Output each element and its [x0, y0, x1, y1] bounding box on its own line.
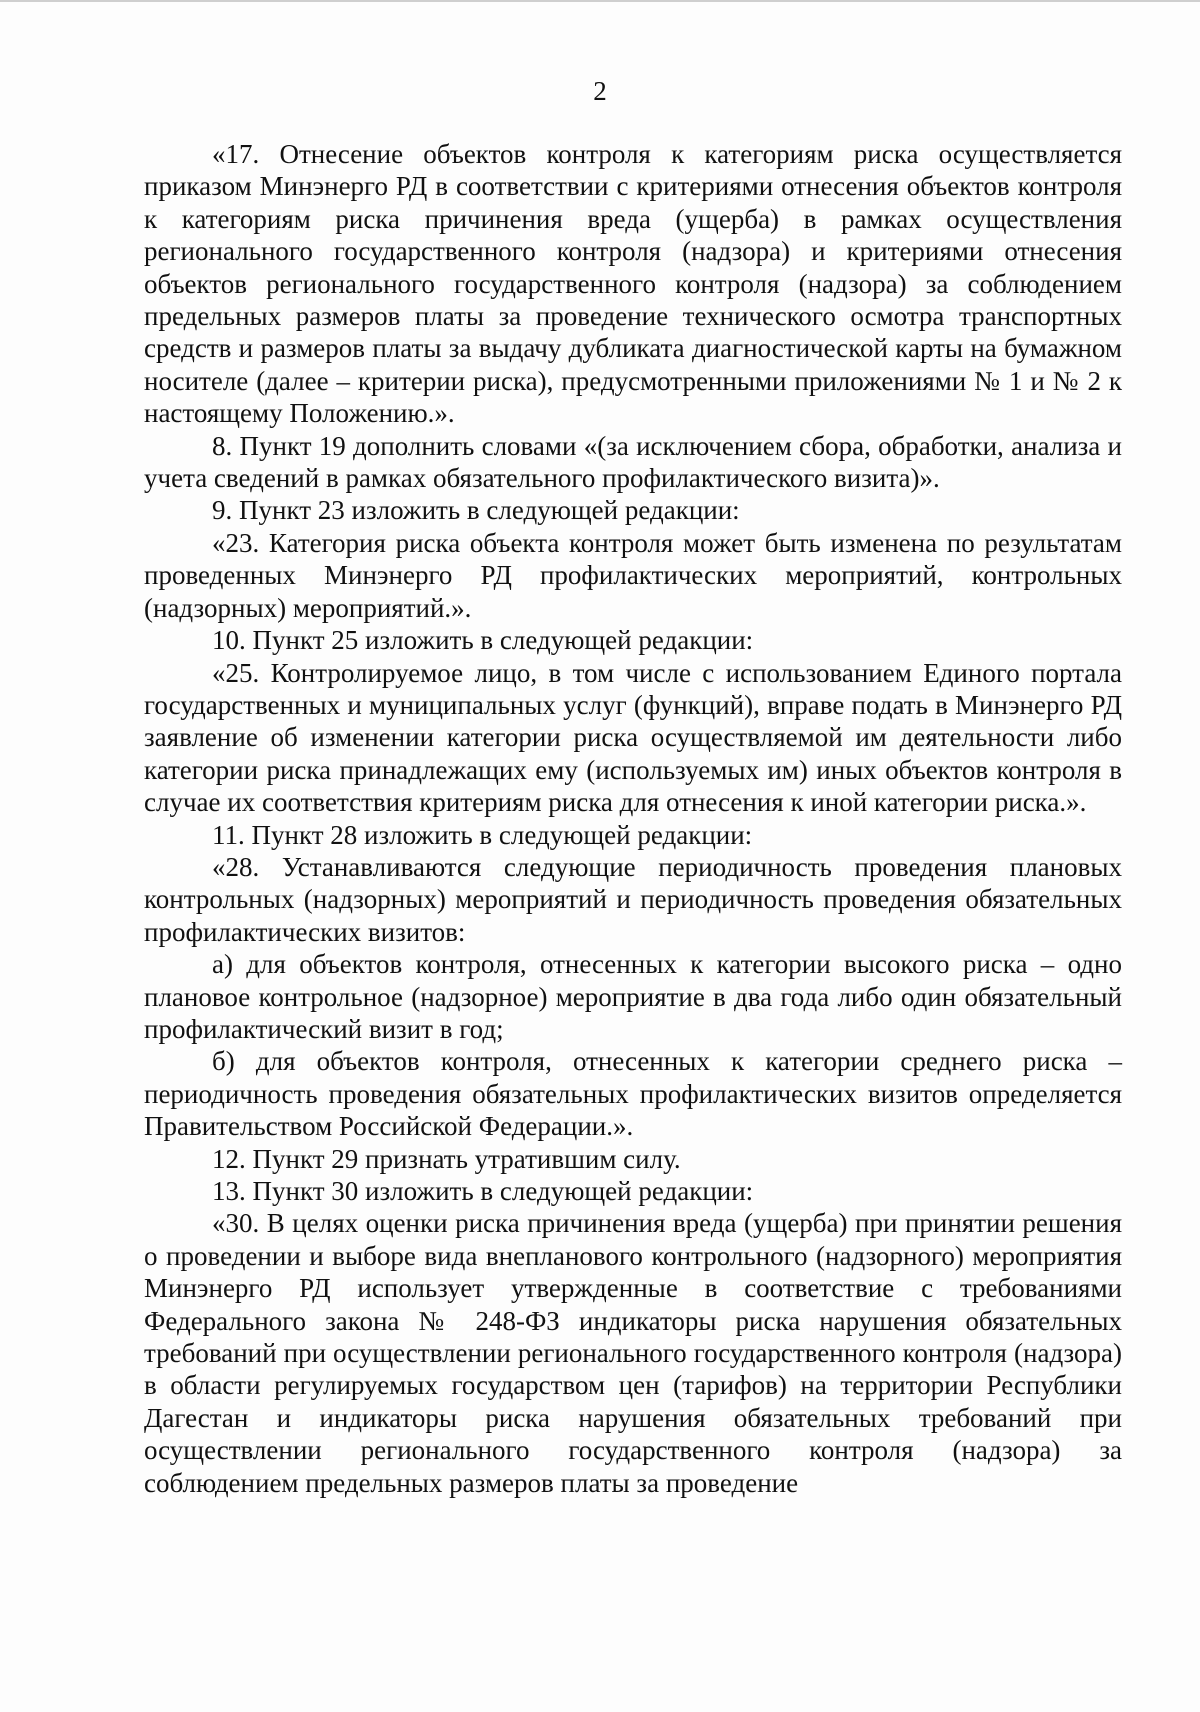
paragraph-item-8: 8. Пункт 19 дополнить словами «(за исключением сбора, обработки, анализа и учета сведений в рамках обязательного профилактического визита)». [144, 430, 1122, 494]
paragraph-item-13: 13. Пункт 30 изложить в следующей редакции: [212, 1176, 754, 1206]
paragraph-item-11: 11. Пункт 28 изложить в следующей редакции: [212, 819, 753, 850]
paragraph-30: «30. В целях оценки риска причинения вреда (ущерба) при принятии решения о проведении и выборе вида внепланового контрольного (надзорного) мероприятия Минэнерго РД использует утвержденные в соответствие с требованиями Федерального закона № 248-ФЗ индикаторы риска нарушения обязательных требований при осуществлении регионального государственного контроля (надзора) в области регулируемых государством цен (тарифов) на территории Республики Дагестан и индикаторы риска нарушения обязательных требований при осуществлении регионального государственного контроля (надзора) за соблюдением предельных размеров платы за проведение [144, 1208, 1122, 1498]
paragraph-28: «28. Устанавливаются следующие периодичность проведения плановых контрольных (надзорных) мероприятий и периодичность проведения обязательных профилактических визитов: [144, 851, 1122, 947]
paragraph-28-a: а) для объектов контроля, отнесенных к категории высокого риска – одно плановое контрольное (надзорное) мероприятие в два года либо один обязательный профилактический визит в год; [144, 949, 1122, 1044]
scan-edge [0, 0, 1200, 2]
page-number: 2 [593, 76, 607, 106]
paragraph-25: «25. Контролируемое лицо, в том числе с использованием Единого портала государственных и муниципальных услуг (функций), вправе подать в Минэнерго РД заявление об изменении категории риска осуществляемой им деятельности либо категории риска принадлежащих ему (используемых им) иных объектов контроля в случае их соответствия критериям риска для отнесения к иной категории риска.». [144, 657, 1122, 818]
paragraph-item-10: 10. Пункт 25 изложить в следующей редакции: [212, 625, 754, 656]
paragraph-item-12: 12. Пункт 29 признать утратившим силу. [212, 1143, 681, 1174]
paragraph-28-b: б) для объектов контроля, отнесенных к категории среднего риска – периодичность проведения обязательных профилактических визитов определяется Правительством Российской Федерации.». [144, 1046, 1122, 1142]
paragraph-23: «23. Категория риска объекта контроля может быть изменена по результатам проведенных Минэнерго РД профилактических мероприятий, контрольных (надзорных) мероприятий.». [144, 527, 1122, 623]
paragraph-item-9: 9. Пункт 23 изложить в следующей редакции: [212, 495, 740, 526]
document-body [144, 138, 1122, 1499]
paragraph-17: «17. Отнесение объектов контроля к категориям риска осуществляется приказом Минэнерго РД в соответствии с критериями отнесения объектов контроля к категориям риска причинения вреда (ущерба) в рамках осуществления регионального государственного контроля (надзора) и критериями отнесения объектов регионального государственного контроля (надзора) за соблюдением предельных размеров платы за проведение технического осмотра транспортных средств и размеров платы за выдачу дубликата диагностической карты на бумажном носителе (далее – критерии риска), предусмотренными приложениями № 1 и № 2 к настоящему Положению.». [144, 139, 1122, 429]
